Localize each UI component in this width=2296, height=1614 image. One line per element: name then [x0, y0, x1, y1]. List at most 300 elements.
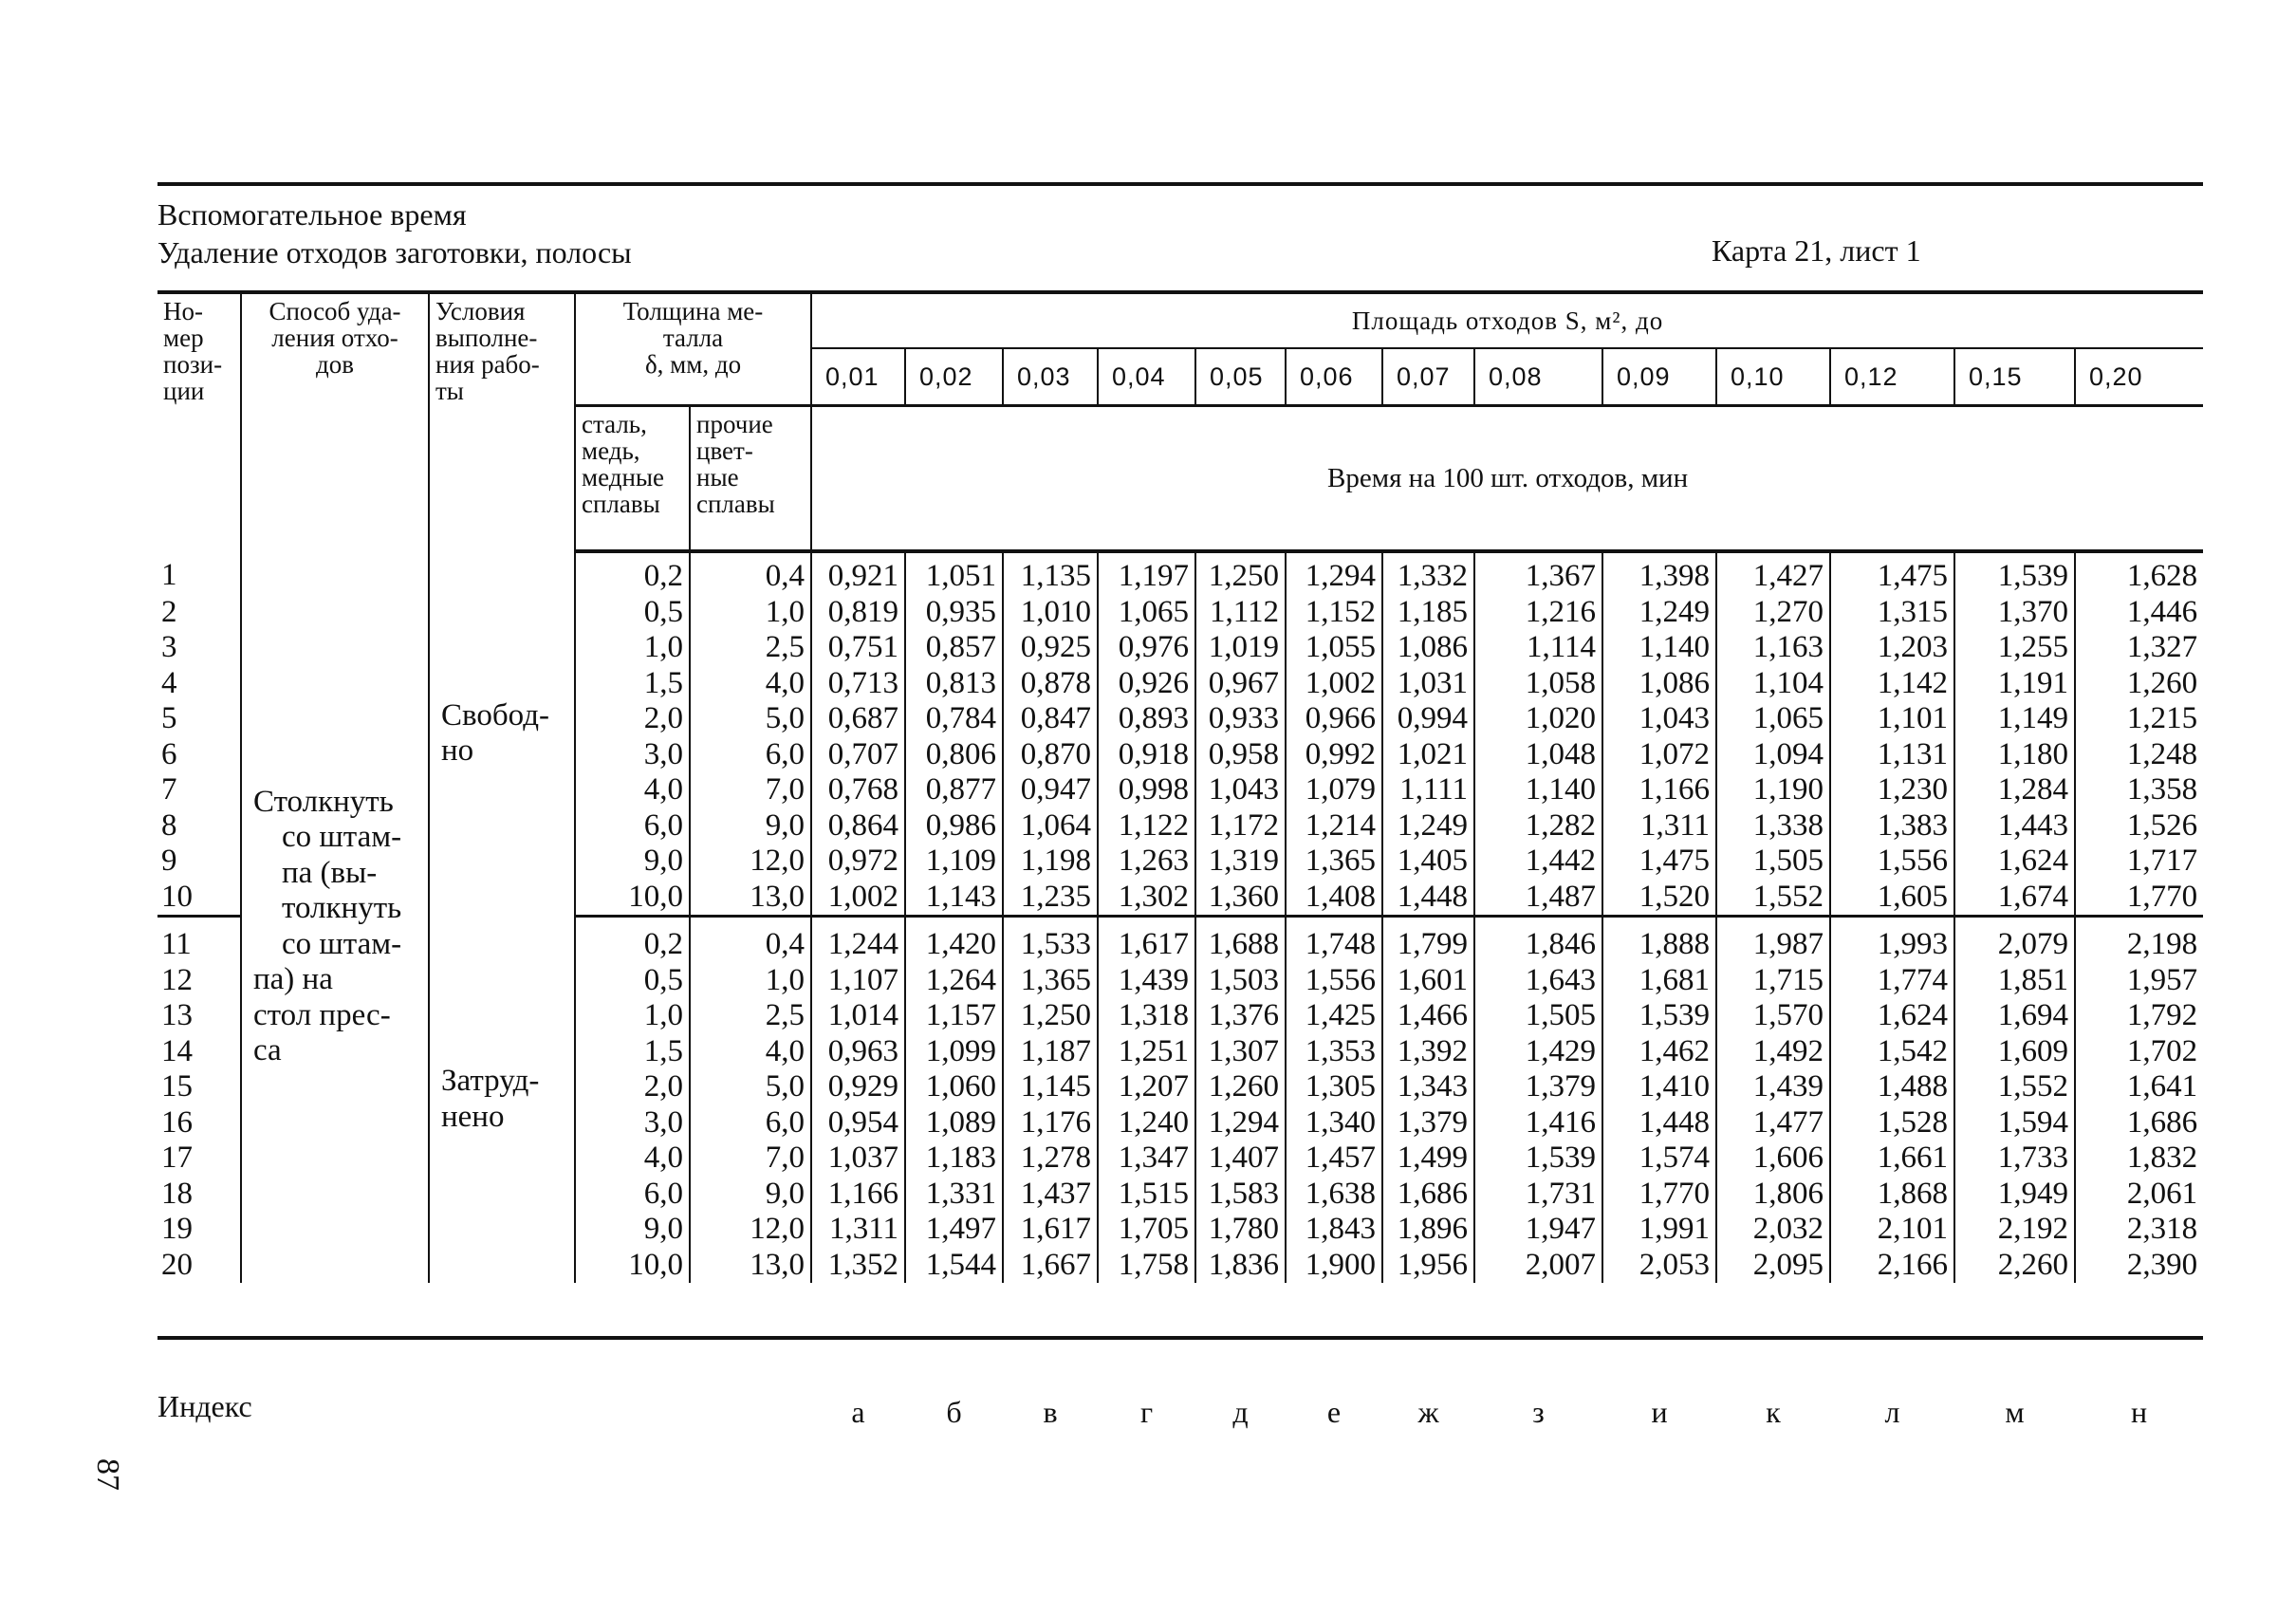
steel-thickness-cell: 0,2: [575, 551, 690, 595]
time-value-cell: 1,528: [1830, 1105, 1954, 1141]
time-value-cell: 1,868: [1830, 1177, 1954, 1213]
time-value-cell: 1,109: [905, 844, 1003, 880]
time-value-cell: 1,628: [2075, 551, 2203, 595]
index-letter: б: [946, 1395, 962, 1429]
time-value-cell: 1,425: [1286, 998, 1382, 1034]
other-thickness-cell: 2,5: [690, 998, 811, 1034]
position-cell: 1: [161, 558, 177, 592]
time-value-cell: 1,172: [1195, 808, 1286, 844]
time-value-cell: 1,674: [1954, 880, 2075, 917]
time-value-cell: 1,140: [1602, 630, 1716, 666]
time-value-cell: 1,094: [1716, 737, 1830, 773]
conditions-line: Свобод-: [441, 697, 549, 733]
time-value-cell: 2,198: [2075, 917, 2203, 963]
thickness-head-line: Толщина ме-: [622, 297, 764, 325]
time-value-cell: 1,142: [1830, 666, 1954, 702]
time-value-cell: 1,152: [1286, 595, 1382, 631]
time-value-cell: 1,843: [1286, 1212, 1382, 1248]
time-value-cell: 0,878: [1003, 666, 1098, 702]
time-value-cell: 0,751: [811, 630, 905, 666]
time-value-cell: 0,806: [905, 737, 1003, 773]
time-value-cell: 1,487: [1474, 880, 1602, 917]
time-value-cell: 1,190: [1716, 772, 1830, 808]
time-value-cell: 1,166: [811, 1177, 905, 1213]
steel-thickness-cell: 9,0: [575, 844, 690, 880]
time-value-cell: 1,249: [1602, 595, 1716, 631]
time-value-cell: 1,311: [1602, 808, 1716, 844]
time-value-cell: 1,758: [1098, 1248, 1195, 1284]
index-letter: в: [1043, 1395, 1058, 1429]
time-value-cell: 1,104: [1716, 666, 1830, 702]
time-value-cell: 1,694: [1954, 998, 2075, 1034]
area-col-4: 0,05: [1195, 348, 1286, 406]
time-value-cell: 1,429: [1474, 1034, 1602, 1070]
time-value-cell: 1,043: [1195, 772, 1286, 808]
other-thickness-cell: 0,4: [690, 551, 811, 595]
time-value-cell: 1,405: [1382, 844, 1474, 880]
time-value-cell: 1,661: [1830, 1141, 1954, 1177]
time-value-cell: 1,492: [1716, 1034, 1830, 1070]
index-letter: н: [2130, 1395, 2148, 1429]
time-value-cell: 0,713: [811, 666, 905, 702]
time-value-cell: 1,014: [811, 998, 905, 1034]
time-value-cell: 1,638: [1286, 1177, 1382, 1213]
method-head-line: ления отхо-: [271, 324, 398, 352]
time-value-cell: 0,847: [1003, 701, 1098, 737]
position-cell: 10: [157, 880, 241, 917]
time-value-cell: 2,318: [2075, 1212, 2203, 1248]
time-value-cell: 1,780: [1195, 1212, 1286, 1248]
time-value-cell: 1,552: [1716, 880, 1830, 917]
time-value-cell: 1,442: [1474, 844, 1602, 880]
time-value-cell: 2,061: [2075, 1177, 2203, 1213]
method-head-line: Способ уда-: [268, 297, 401, 325]
index-row: [157, 1389, 2203, 1431]
time-value-cell: 1,505: [1716, 844, 1830, 880]
conditions-free: [429, 551, 575, 917]
steel-head-line: сплавы: [582, 490, 660, 518]
index-letter: м: [2005, 1395, 2025, 1429]
index-letter: и: [1651, 1395, 1668, 1429]
time-value-cell: 1,748: [1286, 917, 1382, 963]
steel-thickness-cell: 4,0: [575, 772, 690, 808]
col-head-method: [241, 292, 429, 551]
time-value-cell: 0,857: [905, 630, 1003, 666]
time-value-cell: 1,343: [1382, 1069, 1474, 1105]
position-head-line: мер: [163, 324, 204, 352]
time-value-cell: 0,976: [1098, 630, 1195, 666]
time-value-cell: 2,166: [1830, 1248, 1954, 1284]
time-value-cell: 1,215: [2075, 701, 2203, 737]
time-value-cell: 1,086: [1602, 666, 1716, 702]
time-value-cell: 1,180: [1954, 737, 2075, 773]
steel-thickness-cell: 3,0: [575, 737, 690, 773]
steel-thickness-cell: 2,0: [575, 701, 690, 737]
time-value-cell: 2,007: [1474, 1248, 1602, 1284]
time-value-cell: 1,307: [1195, 1034, 1286, 1070]
time-value-cell: 1,544: [905, 1248, 1003, 1284]
time-value-cell: 1,319: [1195, 844, 1286, 880]
time-value-cell: 1,131: [1830, 737, 1954, 773]
area-col-3: 0,04: [1098, 348, 1195, 406]
other-head-line: прочие: [696, 410, 773, 438]
time-value-cell: 1,166: [1602, 772, 1716, 808]
time-value-cell: 1,503: [1195, 963, 1286, 999]
time-value-cell: 1,284: [1954, 772, 2075, 808]
time-value-cell: 1,114: [1474, 630, 1602, 666]
col-head-other: [690, 406, 811, 552]
method-line: стол прес-: [253, 997, 391, 1032]
time-value-cell: 1,107: [811, 963, 905, 999]
time-value-cell: 2,032: [1716, 1212, 1830, 1248]
time-value-cell: 1,499: [1382, 1141, 1474, 1177]
other-thickness-cell: 13,0: [690, 880, 811, 917]
area-col-1: 0,02: [905, 348, 1003, 406]
time-value-cell: 1,392: [1382, 1034, 1474, 1070]
index-letter: е: [1326, 1395, 1342, 1429]
other-head-line: цвет-: [696, 436, 753, 465]
time-value-cell: 1,731: [1474, 1177, 1602, 1213]
other-thickness-cell: 9,0: [690, 808, 811, 844]
other-thickness-cell: 5,0: [690, 1069, 811, 1105]
time-value-cell: 1,462: [1602, 1034, 1716, 1070]
other-thickness-cell: 1,0: [690, 963, 811, 999]
bottom-rule: [157, 1336, 2203, 1340]
other-thickness-cell: 4,0: [690, 666, 811, 702]
time-value-cell: 1,443: [1954, 808, 2075, 844]
time-value-cell: 1,365: [1003, 963, 1098, 999]
time-value-cell: 1,331: [905, 1177, 1003, 1213]
time-value-cell: 1,019: [1195, 630, 1286, 666]
time-value-cell: 1,037: [811, 1141, 905, 1177]
time-value-cell: 1,475: [1830, 551, 1954, 595]
method-line: па (вы-: [282, 855, 378, 890]
steel-thickness-cell: 0,5: [575, 595, 690, 631]
steel-thickness-cell: 6,0: [575, 1177, 690, 1213]
time-value-cell: 1,255: [1954, 630, 2075, 666]
norms-table: [157, 290, 2203, 1283]
time-value-cell: 1,376: [1195, 998, 1286, 1034]
time-value-cell: 1,145: [1003, 1069, 1098, 1105]
area-col-6: 0,07: [1382, 348, 1474, 406]
time-value-cell: 1,240: [1098, 1105, 1195, 1141]
time-value-cell: 1,140: [1474, 772, 1602, 808]
position-cell: 6: [161, 736, 177, 771]
index-letter: ж: [1417, 1395, 1439, 1429]
time-value-cell: 1,398: [1602, 551, 1716, 595]
time-value-cell: 1,475: [1602, 844, 1716, 880]
time-value-cell: 1,888: [1602, 917, 1716, 963]
time-value-cell: 1,770: [1602, 1177, 1716, 1213]
time-value-cell: 1,360: [1195, 880, 1286, 917]
steel-thickness-cell: 9,0: [575, 1212, 690, 1248]
time-value-cell: 1,488: [1830, 1069, 1954, 1105]
time-value-cell: 0,877: [905, 772, 1003, 808]
thickness-head-line: δ, мм, до: [644, 350, 742, 379]
time-value-cell: 1,060: [905, 1069, 1003, 1105]
time-value-cell: 1,143: [905, 880, 1003, 917]
time-value-cell: 1,539: [1474, 1141, 1602, 1177]
time-value-cell: 1,420: [905, 917, 1003, 963]
index-letter: г: [1139, 1395, 1154, 1429]
position-cell: 3: [161, 630, 177, 664]
position-cell: 19: [161, 1212, 193, 1246]
time-value-cell: 1,641: [2075, 1069, 2203, 1105]
position-cell: 5: [161, 701, 177, 735]
area-col-2: 0,03: [1003, 348, 1098, 406]
time-value-cell: 1,408: [1286, 880, 1382, 917]
time-value-cell: 1,318: [1098, 998, 1195, 1034]
time-value-cell: 1,542: [1830, 1034, 1954, 1070]
area-col-5: 0,06: [1286, 348, 1382, 406]
area-col-9: 0,10: [1716, 348, 1830, 406]
time-value-cell: 1,122: [1098, 808, 1195, 844]
other-thickness-cell: 6,0: [690, 737, 811, 773]
method-line: со штам-: [282, 820, 402, 854]
time-value-cell: 2,053: [1602, 1248, 1716, 1284]
steel-thickness-cell: 1,0: [575, 998, 690, 1034]
time-value-cell: 1,987: [1716, 917, 1830, 963]
time-value-cell: 0,893: [1098, 701, 1195, 737]
time-value-cell: 1,191: [1954, 666, 2075, 702]
time-value-cell: 1,157: [905, 998, 1003, 1034]
time-value-cell: 1,515: [1098, 1177, 1195, 1213]
time-value-cell: 1,556: [1286, 963, 1382, 999]
time-value-cell: 1,715: [1716, 963, 1830, 999]
time-value-cell: 1,770: [2075, 880, 2203, 917]
time-value-cell: 1,010: [1003, 595, 1098, 631]
time-value-cell: 1,099: [905, 1034, 1003, 1070]
steel-thickness-cell: 6,0: [575, 808, 690, 844]
index-letter: к: [1766, 1395, 1781, 1429]
time-value-cell: 1,315: [1830, 595, 1954, 631]
time-value-cell: 1,248: [2075, 737, 2203, 773]
time-value-cell: 1,466: [1382, 998, 1474, 1034]
time-value-cell: 1,263: [1098, 844, 1195, 880]
time-value-cell: 1,427: [1716, 551, 1830, 595]
time-value-cell: 1,264: [905, 963, 1003, 999]
section-title: Вспомогательное время: [157, 197, 467, 232]
time-value-cell: 0,918: [1098, 737, 1195, 773]
method-line: со штам-: [282, 926, 402, 961]
area-col-7: 0,08: [1474, 348, 1602, 406]
time-value-cell: 1,379: [1474, 1069, 1602, 1105]
position-cell: 17: [161, 1141, 193, 1175]
time-value-cell: 1,410: [1602, 1069, 1716, 1105]
time-value-cell: 1,851: [1954, 963, 2075, 999]
time-value-cell: 1,051: [905, 551, 1003, 595]
time-value-cell: 1,806: [1716, 1177, 1830, 1213]
other-thickness-cell: 6,0: [690, 1105, 811, 1141]
time-value-cell: 1,681: [1602, 963, 1716, 999]
steel-thickness-cell: 1,5: [575, 1034, 690, 1070]
method-line: са: [253, 1033, 282, 1067]
time-value-cell: 0,967: [1195, 666, 1286, 702]
method-line: Столкнуть: [253, 784, 394, 819]
conditions-head-line: выполне-: [435, 324, 538, 352]
position-cell: 7: [161, 772, 177, 807]
time-value-cell: 1,594: [1954, 1105, 2075, 1141]
time-value-cell: 1,235: [1003, 880, 1098, 917]
time-value-cell: 1,086: [1382, 630, 1474, 666]
time-value-cell: 1,799: [1382, 917, 1474, 963]
other-thickness-cell: 12,0: [690, 1212, 811, 1248]
time-value-cell: 1,065: [1716, 701, 1830, 737]
time-value-cell: 0,972: [811, 844, 905, 880]
other-thickness-cell: 4,0: [690, 1034, 811, 1070]
time-title: Время на 100 шт. отходов, мин: [811, 406, 2203, 552]
time-value-cell: 1,249: [1382, 808, 1474, 844]
other-thickness-cell: 7,0: [690, 772, 811, 808]
time-value-cell: 1,437: [1003, 1177, 1098, 1213]
steel-thickness-cell: 3,0: [575, 1105, 690, 1141]
conditions-line: нено: [441, 1099, 505, 1134]
time-value-cell: 0,819: [811, 595, 905, 631]
time-value-cell: 1,250: [1195, 551, 1286, 595]
time-value-cell: 2,260: [1954, 1248, 2075, 1284]
col-head-thickness: [575, 292, 811, 406]
time-value-cell: 1,251: [1098, 1034, 1195, 1070]
time-value-cell: 1,065: [1098, 595, 1195, 631]
steel-thickness-cell: 1,0: [575, 630, 690, 666]
conditions-line: Затруд-: [441, 1064, 540, 1099]
time-value-cell: 0,986: [905, 808, 1003, 844]
time-value-cell: 1,176: [1003, 1105, 1098, 1141]
method-line: толкнуть: [282, 891, 402, 925]
time-value-cell: 1,617: [1098, 917, 1195, 963]
method-head-line: дов: [316, 350, 354, 379]
time-value-cell: 0,933: [1195, 701, 1286, 737]
page-number: 87: [90, 1458, 125, 1491]
steel-thickness-cell: 0,5: [575, 963, 690, 999]
method-cell: [241, 551, 429, 1283]
time-value-cell: 1,207: [1098, 1069, 1195, 1105]
time-value-cell: 2,095: [1716, 1248, 1830, 1284]
other-thickness-cell: 13,0: [690, 1248, 811, 1284]
area-col-0: 0,01: [811, 348, 905, 406]
time-value-cell: 1,539: [1602, 998, 1716, 1034]
conditions-head-line: ния рабо-: [435, 350, 540, 379]
position-cell: 11: [161, 927, 192, 961]
time-value-cell: 1,302: [1098, 880, 1195, 917]
time-value-cell: 1,216: [1474, 595, 1602, 631]
time-value-cell: 1,520: [1602, 880, 1716, 917]
time-value-cell: 1,556: [1830, 844, 1954, 880]
position-cell: 9: [161, 844, 177, 878]
time-value-cell: 1,305: [1286, 1069, 1382, 1105]
time-value-cell: 1,340: [1286, 1105, 1382, 1141]
time-value-cell: 1,365: [1286, 844, 1382, 880]
time-value-cell: 0,768: [811, 772, 905, 808]
time-value-cell: 1,367: [1474, 551, 1602, 595]
time-value-cell: 0,935: [905, 595, 1003, 631]
time-value-cell: 1,214: [1286, 808, 1382, 844]
time-value-cell: 1,416: [1474, 1105, 1602, 1141]
time-value-cell: 1,332: [1382, 551, 1474, 595]
other-thickness-cell: 12,0: [690, 844, 811, 880]
time-value-cell: 1,846: [1474, 917, 1602, 963]
time-value-cell: 1,583: [1195, 1177, 1286, 1213]
time-value-cell: 1,609: [1954, 1034, 2075, 1070]
time-value-cell: 1,601: [1382, 963, 1474, 999]
time-value-cell: 0,813: [905, 666, 1003, 702]
time-value-cell: 1,230: [1830, 772, 1954, 808]
time-value-cell: 1,311: [811, 1212, 905, 1248]
time-value-cell: 0,687: [811, 701, 905, 737]
time-value-cell: 1,282: [1474, 808, 1602, 844]
time-value-cell: 1,792: [2075, 998, 2203, 1034]
other-thickness-cell: 1,0: [690, 595, 811, 631]
time-value-cell: 1,439: [1716, 1069, 1830, 1105]
time-value-cell: 1,352: [811, 1248, 905, 1284]
time-value-cell: 1,993: [1830, 917, 1954, 963]
time-value-cell: 1,617: [1003, 1212, 1098, 1248]
position-head-line: ции: [163, 377, 205, 405]
time-value-cell: 1,446: [2075, 595, 2203, 631]
time-value-cell: 1,383: [1830, 808, 1954, 844]
time-value-cell: 1,705: [1098, 1212, 1195, 1248]
time-value-cell: 1,605: [1830, 880, 1954, 917]
position-head-line: Но-: [163, 297, 203, 325]
time-value-cell: 1,111: [1382, 772, 1474, 808]
index-letter: а: [851, 1395, 865, 1429]
method-line: па) на: [253, 962, 333, 996]
time-value-cell: 1,089: [905, 1105, 1003, 1141]
time-value-cell: 1,774: [1830, 963, 1954, 999]
card-header: [157, 195, 632, 271]
time-value-cell: 1,526: [2075, 808, 2203, 844]
time-value-cell: 1,539: [1954, 551, 2075, 595]
steel-head-line: сталь,: [582, 410, 647, 438]
position-cell: 18: [161, 1176, 193, 1211]
other-thickness-cell: 2,5: [690, 630, 811, 666]
other-thickness-cell: 9,0: [690, 1177, 811, 1213]
time-value-cell: 1,379: [1382, 1105, 1474, 1141]
time-value-cell: 1,149: [1954, 701, 2075, 737]
time-value-cell: 0,864: [811, 808, 905, 844]
time-value-cell: 1,250: [1003, 998, 1098, 1034]
time-value-cell: 1,836: [1195, 1248, 1286, 1284]
time-value-cell: 0,994: [1382, 701, 1474, 737]
time-value-cell: 1,002: [1286, 666, 1382, 702]
time-value-cell: 2,079: [1954, 917, 2075, 963]
time-value-cell: 1,702: [2075, 1034, 2203, 1070]
time-value-cell: 1,552: [1954, 1069, 2075, 1105]
time-value-cell: 1,020: [1474, 701, 1602, 737]
time-value-cell: 1,198: [1003, 844, 1098, 880]
time-value-cell: 1,072: [1602, 737, 1716, 773]
steel-head-line: медь,: [582, 436, 640, 465]
index-letter: л: [1884, 1395, 1900, 1429]
time-value-cell: 1,260: [1195, 1069, 1286, 1105]
thickness-head-line: талла: [662, 324, 724, 352]
other-head-line: сплавы: [696, 490, 775, 518]
time-value-cell: 1,064: [1003, 808, 1098, 844]
time-value-cell: 1,135: [1003, 551, 1098, 595]
index-letter: з: [1532, 1395, 1545, 1429]
index-label: Индекс: [157, 1389, 252, 1423]
time-value-cell: 1,294: [1195, 1105, 1286, 1141]
time-value-cell: 1,733: [1954, 1141, 2075, 1177]
steel-thickness-cell: 4,0: [575, 1141, 690, 1177]
time-value-cell: 1,327: [2075, 630, 2203, 666]
time-value-cell: 0,992: [1286, 737, 1382, 773]
time-value-cell: 2,390: [2075, 1248, 2203, 1284]
time-value-cell: 1,439: [1098, 963, 1195, 999]
time-value-cell: 0,925: [1003, 630, 1098, 666]
time-value-cell: 1,448: [1602, 1105, 1716, 1141]
time-value-cell: 1,533: [1003, 917, 1098, 963]
